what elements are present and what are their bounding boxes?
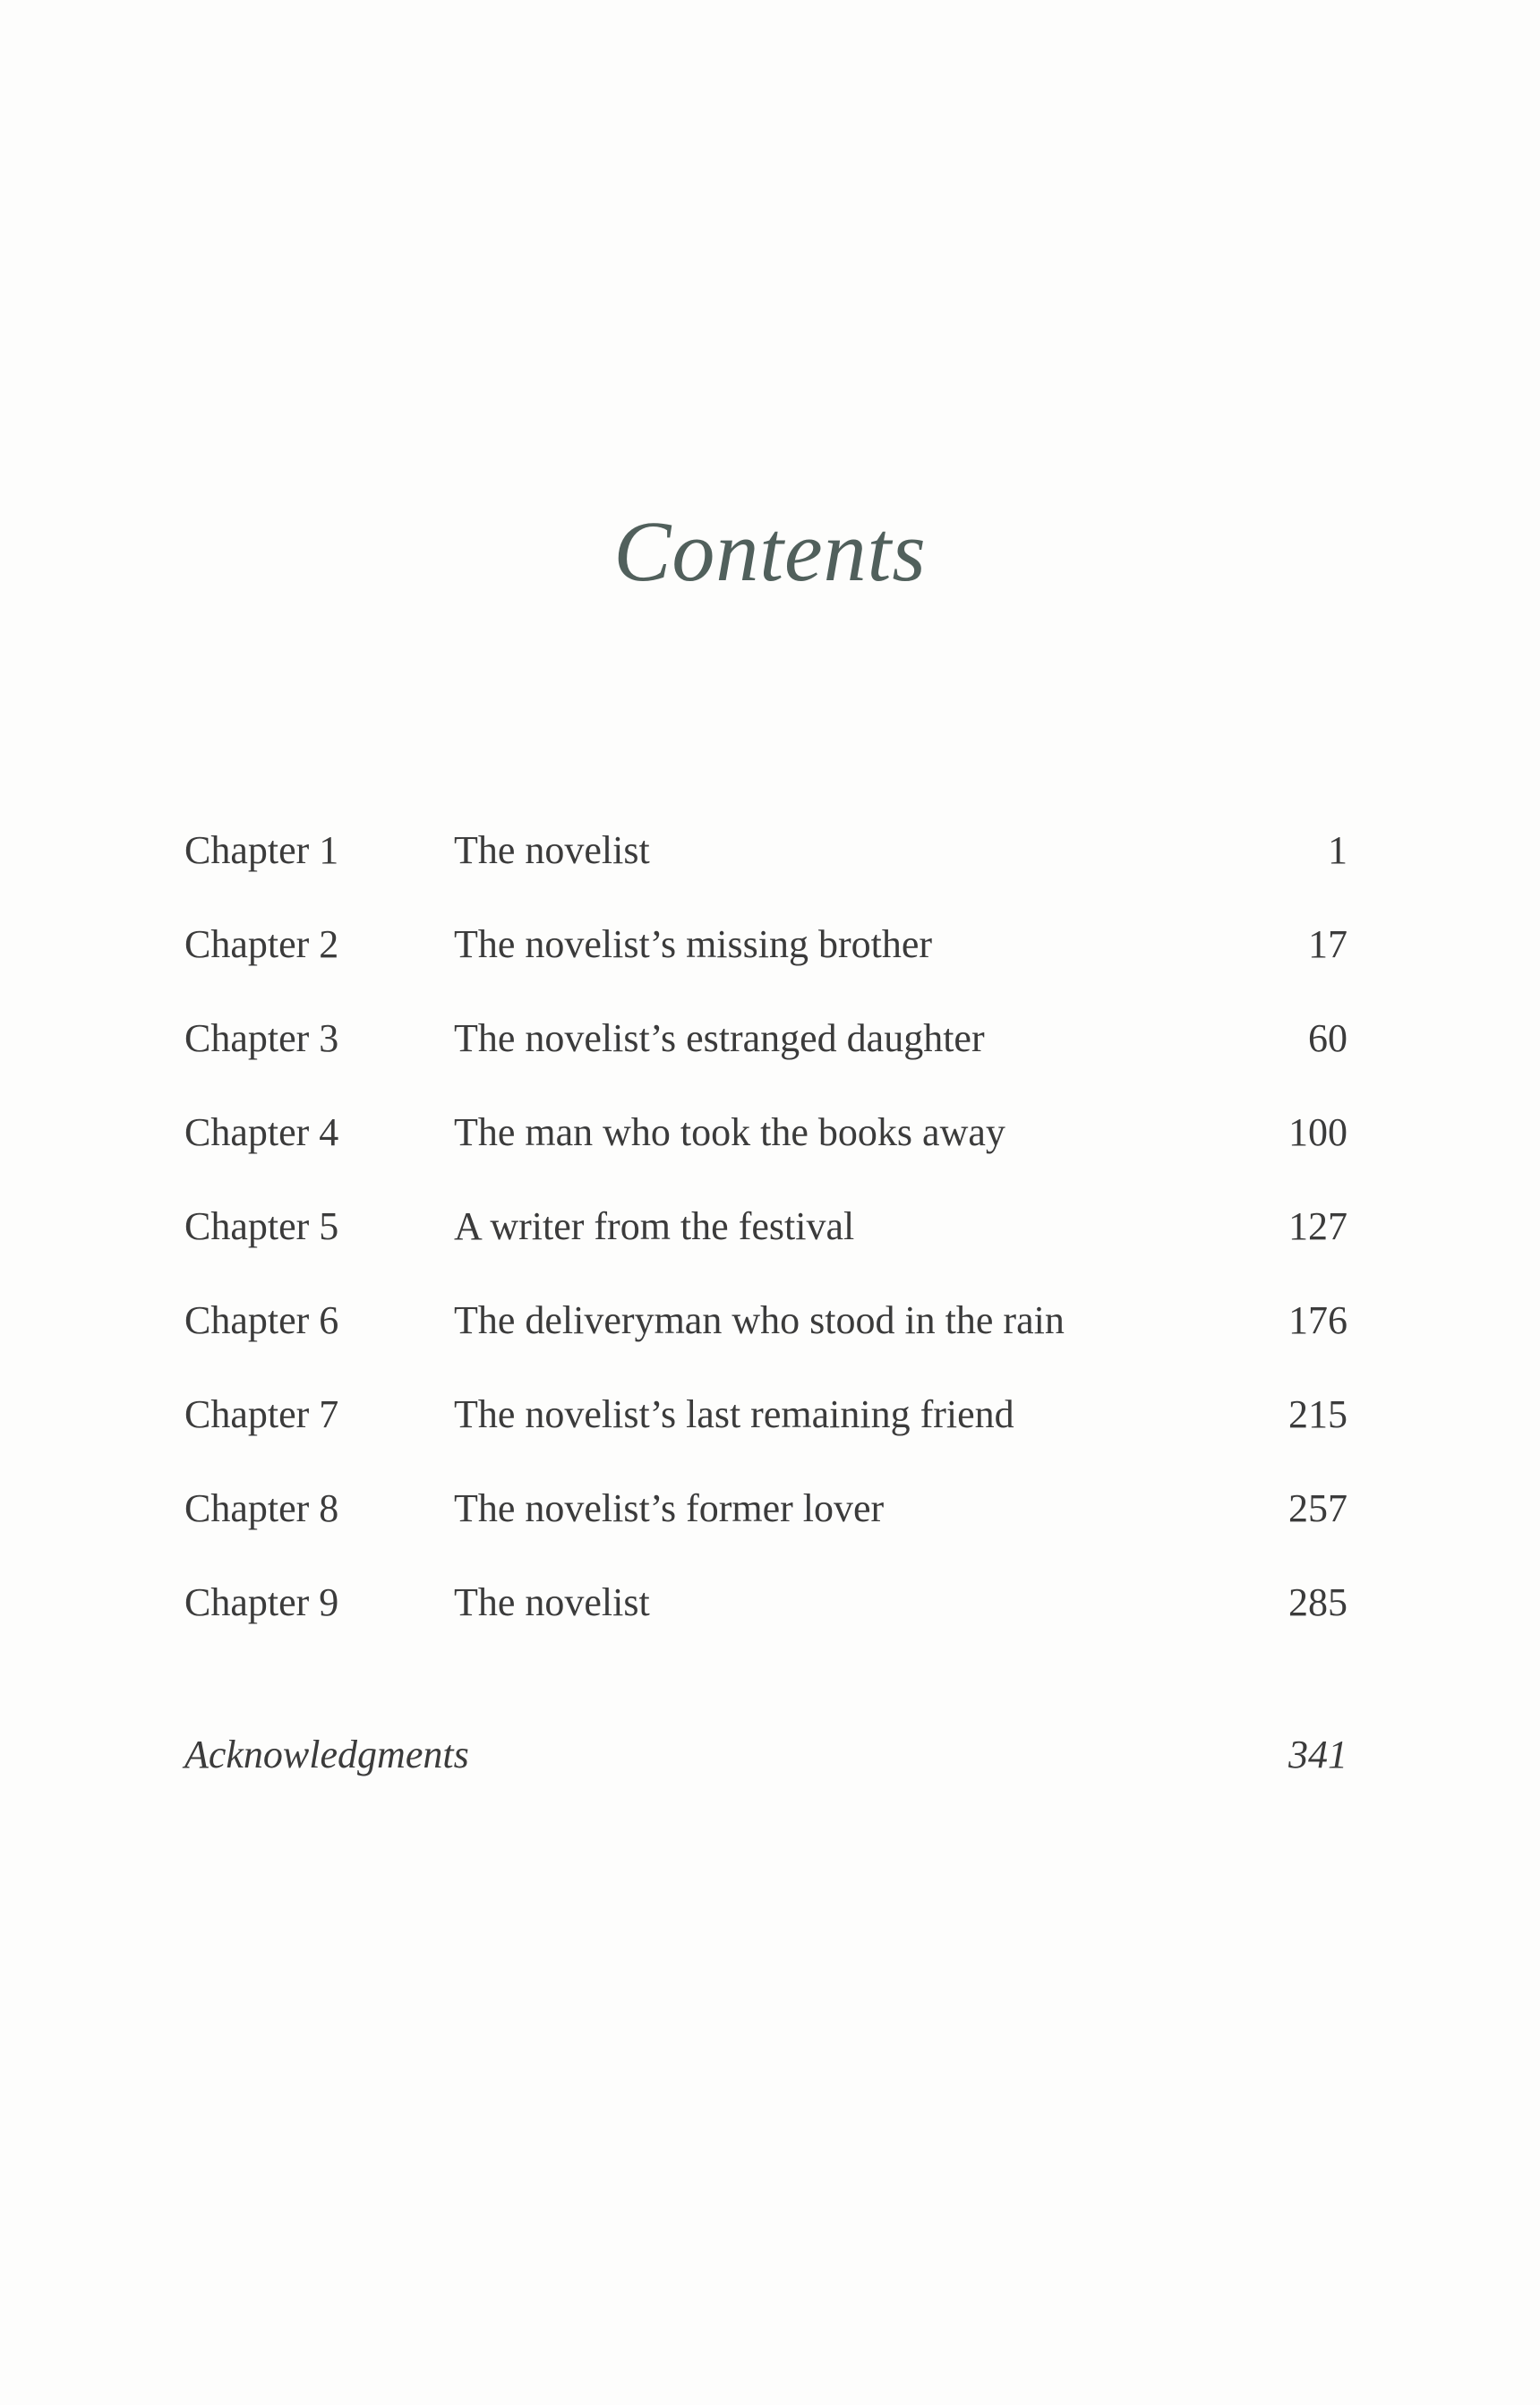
chapter-label: Chapter 6 [184, 1298, 339, 1342]
acknowledgments-label: Acknowledgments [184, 1733, 469, 1776]
chapter-label: Chapter 1 [184, 828, 339, 872]
toc-entry [0, 1383, 1540, 1437]
toc-entry-acknowledgments [0, 1724, 1540, 1777]
chapter-page: 17 [1308, 922, 1348, 966]
chapter-title: The novelist’s former lover [454, 1486, 885, 1530]
chapter-label: Chapter 7 [184, 1392, 339, 1436]
chapter-title: The man who took the books away [454, 1110, 1005, 1154]
page-title: Contents [613, 503, 927, 599]
chapter-label: Chapter 2 [184, 922, 339, 966]
toc-entry [0, 1571, 1540, 1625]
chapter-title: The novelist’s missing brother [454, 922, 933, 966]
chapter-label: Chapter 8 [184, 1486, 339, 1530]
toc-entry [0, 913, 1540, 967]
chapter-label: Chapter 4 [184, 1110, 339, 1154]
chapter-title: The novelist’s last remaining friend [454, 1392, 1014, 1436]
chapter-page: 60 [1308, 1016, 1348, 1060]
chapter-title: The deliveryman who stood in the rain [454, 1298, 1065, 1342]
toc-entry [0, 1101, 1540, 1155]
chapter-label: Chapter 3 [184, 1016, 339, 1060]
toc-entry [0, 1195, 1540, 1249]
chapter-page: 285 [1288, 1580, 1348, 1624]
chapter-label: Chapter 5 [184, 1204, 339, 1248]
chapter-label: Chapter 9 [184, 1580, 339, 1624]
acknowledgments-page: 341 [1288, 1733, 1348, 1776]
toc-entry [0, 1289, 1540, 1343]
chapter-page: 100 [1288, 1110, 1348, 1154]
toc-entry [0, 1477, 1540, 1531]
toc-entry [0, 819, 1540, 873]
chapter-title: The novelist’s estranged daughter [454, 1016, 985, 1060]
chapter-page: 1 [1328, 828, 1348, 872]
chapter-page: 176 [1288, 1298, 1348, 1342]
chapter-page: 127 [1288, 1204, 1348, 1248]
chapter-page: 257 [1288, 1486, 1348, 1530]
chapter-title: The novelist [454, 828, 650, 872]
chapter-title: A writer from the festival [454, 1204, 855, 1248]
chapter-title: The novelist [454, 1580, 650, 1624]
toc-entry [0, 1007, 1540, 1061]
chapter-page: 215 [1288, 1392, 1348, 1436]
